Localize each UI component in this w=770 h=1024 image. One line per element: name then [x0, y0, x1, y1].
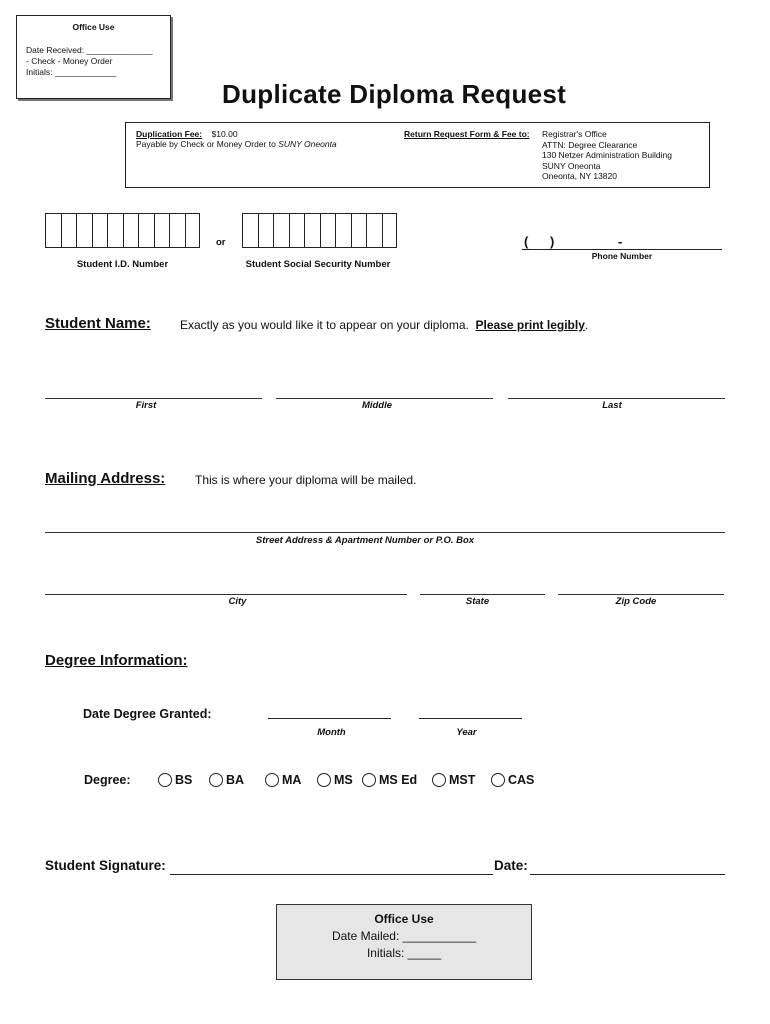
- digit-box[interactable]: [273, 213, 289, 248]
- digit-box[interactable]: [123, 213, 139, 248]
- middle-caption: Middle: [361, 400, 393, 411]
- fee-label: Duplication Fee:: [136, 129, 203, 139]
- degree-option-ms[interactable]: [317, 773, 353, 787]
- office-use-box-bottom: [276, 904, 532, 980]
- digit-box[interactable]: [335, 213, 351, 248]
- degree-option-label: MS Ed: [379, 773, 418, 787]
- degree-label: Degree:: [84, 773, 131, 787]
- degree-info-heading: Degree Information:: [45, 652, 188, 669]
- state-input[interactable]: [420, 594, 545, 595]
- page-title: Duplicate Diploma Request: [222, 79, 567, 109]
- digit-box[interactable]: [382, 213, 398, 248]
- degree-option-label: BA: [226, 773, 245, 787]
- degree-option-label: MS: [334, 773, 353, 787]
- payable-text: Payable by Check or Money Order to: [136, 139, 279, 149]
- date-label: Date:: [494, 858, 528, 873]
- digit-box[interactable]: [304, 213, 320, 248]
- radio-circle[interactable]: [362, 773, 376, 787]
- address-line: Registrar's Office: [542, 129, 607, 139]
- phone-label: Phone Number: [591, 251, 653, 261]
- phone-parens: ( ): [524, 234, 555, 249]
- city-input[interactable]: [45, 594, 407, 595]
- ssn-label: Student Social Security Number: [245, 259, 391, 270]
- ssn-boxes[interactable]: [242, 213, 397, 248]
- fee-amount: $10.00: [211, 129, 238, 139]
- digit-box[interactable]: [258, 213, 274, 248]
- digit-box[interactable]: [242, 213, 258, 248]
- digit-box[interactable]: [61, 213, 77, 248]
- date-granted-label: Date Degree Granted:: [83, 707, 212, 721]
- digit-box[interactable]: [185, 213, 201, 248]
- degree-option-cas[interactable]: [491, 773, 534, 787]
- digit-box[interactable]: [366, 213, 382, 248]
- signature-input[interactable]: [170, 874, 493, 875]
- phone-input-line[interactable]: [522, 249, 722, 250]
- payable-to: SUNY Oneonta: [278, 139, 337, 149]
- return-address: [542, 129, 672, 182]
- degree-option-ms-ed[interactable]: [362, 773, 417, 787]
- address-line: Oneonta, NY 13820: [542, 171, 617, 181]
- payment-method: - Check - Money Order: [26, 56, 113, 66]
- year-caption: Year: [456, 727, 477, 738]
- digit-box[interactable]: [351, 213, 367, 248]
- zip-caption: Zip Code: [615, 596, 657, 607]
- radio-circle[interactable]: [209, 773, 223, 787]
- student-name-instruction: Exactly as you would like it to appear on your diploma.: [180, 318, 469, 332]
- digit-box[interactable]: [169, 213, 185, 248]
- state-caption: State: [465, 596, 490, 607]
- fee-info-box: [125, 122, 710, 188]
- digit-box[interactable]: [154, 213, 170, 248]
- office-use-title: Office Use: [374, 912, 434, 926]
- digit-box[interactable]: [289, 213, 305, 248]
- radio-circle[interactable]: [317, 773, 331, 787]
- digit-box[interactable]: [76, 213, 92, 248]
- first-caption: First: [135, 400, 157, 411]
- degree-option-label: MST: [449, 773, 476, 787]
- radio-circle[interactable]: [265, 773, 279, 787]
- return-label: Return Request Form & Fee to:: [404, 129, 530, 139]
- date-input[interactable]: [530, 874, 725, 875]
- or-label: or: [216, 237, 226, 248]
- first-name-input[interactable]: [45, 398, 262, 399]
- digit-box[interactable]: [107, 213, 123, 248]
- student-name-heading: Student Name:: [45, 315, 151, 332]
- mailing-desc: This is where your diploma will be mailed.: [195, 473, 417, 487]
- fee-line: [136, 129, 238, 140]
- student-id-boxes[interactable]: [45, 213, 200, 248]
- degree-option-ba[interactable]: [209, 773, 244, 787]
- digit-box[interactable]: [45, 213, 61, 248]
- payable-line: [136, 139, 337, 150]
- radio-circle[interactable]: [491, 773, 505, 787]
- middle-name-input[interactable]: [276, 398, 493, 399]
- radio-circle[interactable]: [432, 773, 446, 787]
- mailing-address-heading: Mailing Address:: [45, 470, 166, 487]
- address-line: ATTN: Degree Clearance: [542, 139, 638, 150]
- degree-option-label: BS: [175, 773, 193, 787]
- address-line: 130 Netzer Administration Building: [542, 150, 672, 160]
- degree-option-bs[interactable]: [158, 773, 192, 787]
- degree-option-label: MA: [282, 773, 302, 787]
- radio-circle[interactable]: [158, 773, 172, 787]
- initials-field: Initials: _____: [366, 946, 442, 960]
- digit-box[interactable]: [138, 213, 154, 248]
- student-id-label: Student I.D. Number: [76, 259, 169, 270]
- phone-dash: -: [618, 234, 623, 249]
- last-name-input[interactable]: [508, 398, 725, 399]
- office-use-title: Office Use: [72, 22, 115, 32]
- degree-option-label: CAS: [508, 773, 535, 787]
- degree-option-ma[interactable]: [265, 773, 301, 787]
- initials-field: Initials: _____________: [26, 67, 117, 77]
- address-line: SUNY Oneonta: [542, 160, 601, 171]
- digit-box[interactable]: [320, 213, 336, 248]
- last-caption: Last: [602, 400, 622, 411]
- date-received-field: Date Received: ______________: [26, 45, 153, 55]
- period: .: [584, 318, 589, 332]
- digit-box[interactable]: [92, 213, 108, 248]
- month-input[interactable]: [268, 718, 391, 719]
- degree-option-mst[interactable]: [432, 773, 475, 787]
- street-caption: Street Address & Apartment Number or P.O. Box: [255, 535, 475, 546]
- student-name-desc: [180, 318, 588, 332]
- signature-label: Student Signature:: [45, 858, 166, 873]
- year-input[interactable]: [419, 718, 522, 719]
- print-legibly-note: Please print legibly: [475, 318, 585, 332]
- office-use-box-top: [16, 15, 171, 99]
- city-caption: City: [228, 596, 247, 607]
- zip-input[interactable]: [558, 594, 724, 595]
- month-caption: Month: [317, 727, 346, 738]
- date-mailed-field: Date Mailed: ___________: [331, 929, 477, 943]
- street-address-input[interactable]: [45, 532, 725, 533]
